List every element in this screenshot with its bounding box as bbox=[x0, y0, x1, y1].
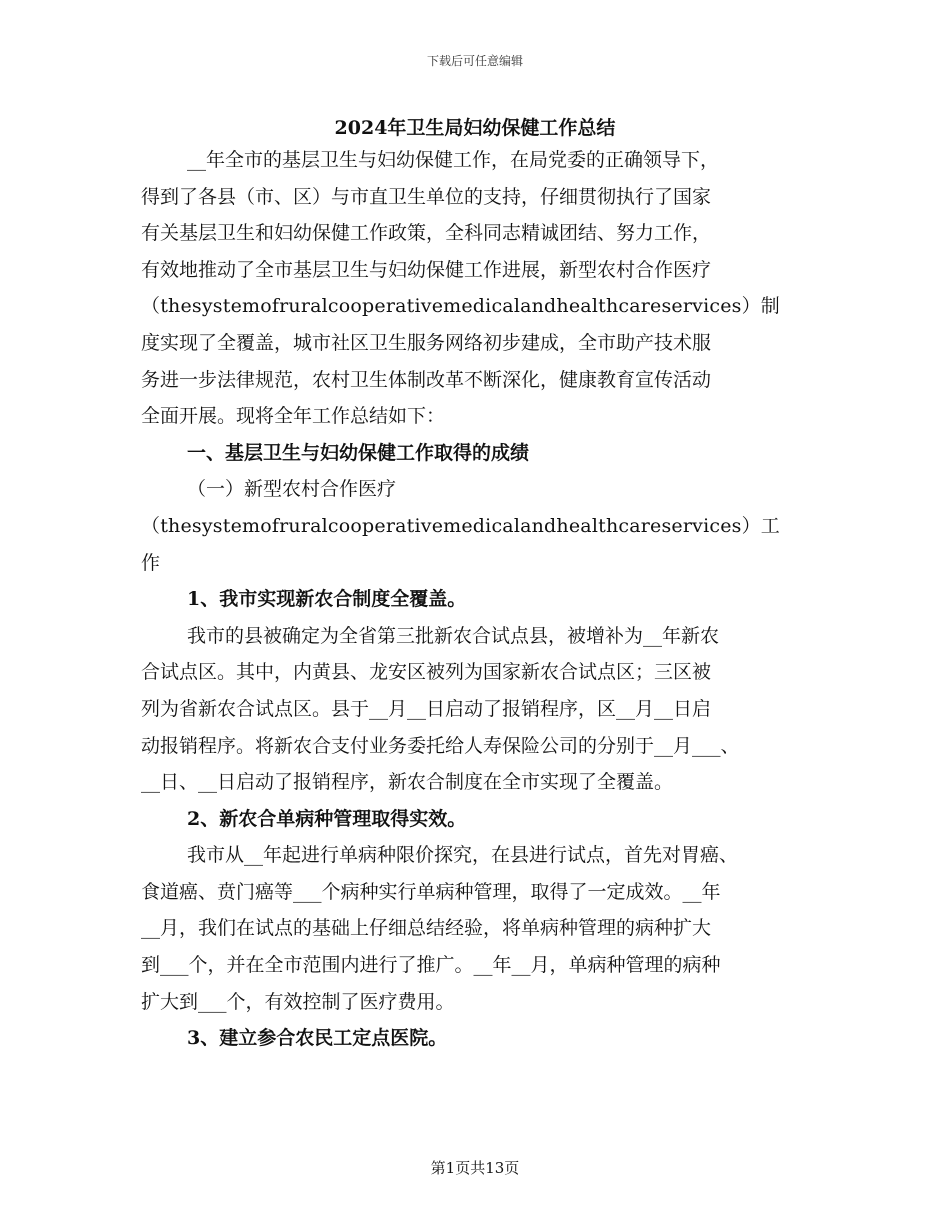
paragraph-line: __年全市的基层卫生与妇幼保健工作，在局党委的正确领导下， bbox=[187, 149, 720, 171]
paragraph-line: 得到了各县（市、区）与市直卫生单位的支持，仔细贯彻执行了国家 bbox=[141, 185, 712, 208]
paragraph-line: 有关基层卫生和妇幼保健工作政策，全科同志精诚团结、努力工作， bbox=[141, 222, 712, 245]
paragraph-line: 有效地推动了全市基层卫生与妇幼保健工作进展，新型农村合作医疗 bbox=[141, 258, 712, 281]
paragraph-line: 我市从__年起进行单病种限价探究，在县进行试点，首先对胃癌、 bbox=[187, 844, 739, 867]
section-heading: 一、基层卫生与妇幼保健工作取得的成绩 bbox=[187, 441, 530, 464]
paragraph-line: 务进一步法律规范，农村卫生体制改革不断深化，健康教育宣传活动 bbox=[141, 368, 712, 391]
item-heading: 3、建立参合农民工定点医院。 bbox=[187, 1027, 448, 1050]
item-heading: 1、我市实现新农合制度全覆盖。 bbox=[187, 588, 467, 611]
subsection-heading: （一）新型农村合作医疗 bbox=[187, 478, 397, 501]
paragraph-line: 扩大到___个，有效控制了医疗费用。 bbox=[141, 990, 455, 1013]
paragraph-line: 我市的县被确定为全省第三批新农合试点县，被增补为__年新农 bbox=[187, 624, 720, 647]
subsection-heading-continued: 作 bbox=[141, 551, 161, 574]
header-note: 下载后可任意编辑 bbox=[426, 54, 523, 68]
paragraph-line: 合试点区。其中，内黄县、龙安区被列为国家新农合试点区；三区被 bbox=[141, 661, 712, 684]
page-number: 第1页共13页 bbox=[430, 1159, 520, 1177]
paragraph-line: 动报销程序。将新农合支付业务委托给人寿保险公司的分别于__月___、 bbox=[141, 734, 740, 757]
document-body bbox=[141, 142, 813, 1057]
subsection-heading-continued: （thesystemofruralcooperativemedicalandhealthcareservices）工 bbox=[141, 514, 780, 537]
paragraph-line: （thesystemofruralcooperativemedicalandhealthcareservices）制 bbox=[141, 295, 780, 318]
paragraph-line: __月，我们在试点的基础上仔细总结经验，将单病种管理的病种扩大 bbox=[141, 917, 712, 940]
paragraph-line: 全面开展。现将全年工作总结如下： bbox=[141, 405, 446, 428]
item-heading: 2、新农合单病种管理取得实效。 bbox=[187, 807, 467, 830]
paragraph-line: 列为省新农合试点区。县于__月__日启动了报销程序，区__月__日启 bbox=[141, 697, 712, 720]
paragraph-line: 到___个，并在全市范围内进行了推广。__年__月，单病种管理的病种 bbox=[141, 954, 721, 977]
document-title: 2024年卫生局妇幼保健工作总结 bbox=[334, 117, 616, 139]
paragraph-line: __日、__日启动了报销程序，新农合制度在全市实现了全覆盖。 bbox=[141, 771, 674, 794]
paragraph-line: 食道癌、贲门癌等___个病种实行单病种管理，取得了一定成效。__年 bbox=[141, 880, 721, 903]
paragraph-line: 度实现了全覆盖，城市社区卫生服务网络初步建成，全市助产技术服 bbox=[141, 331, 712, 354]
